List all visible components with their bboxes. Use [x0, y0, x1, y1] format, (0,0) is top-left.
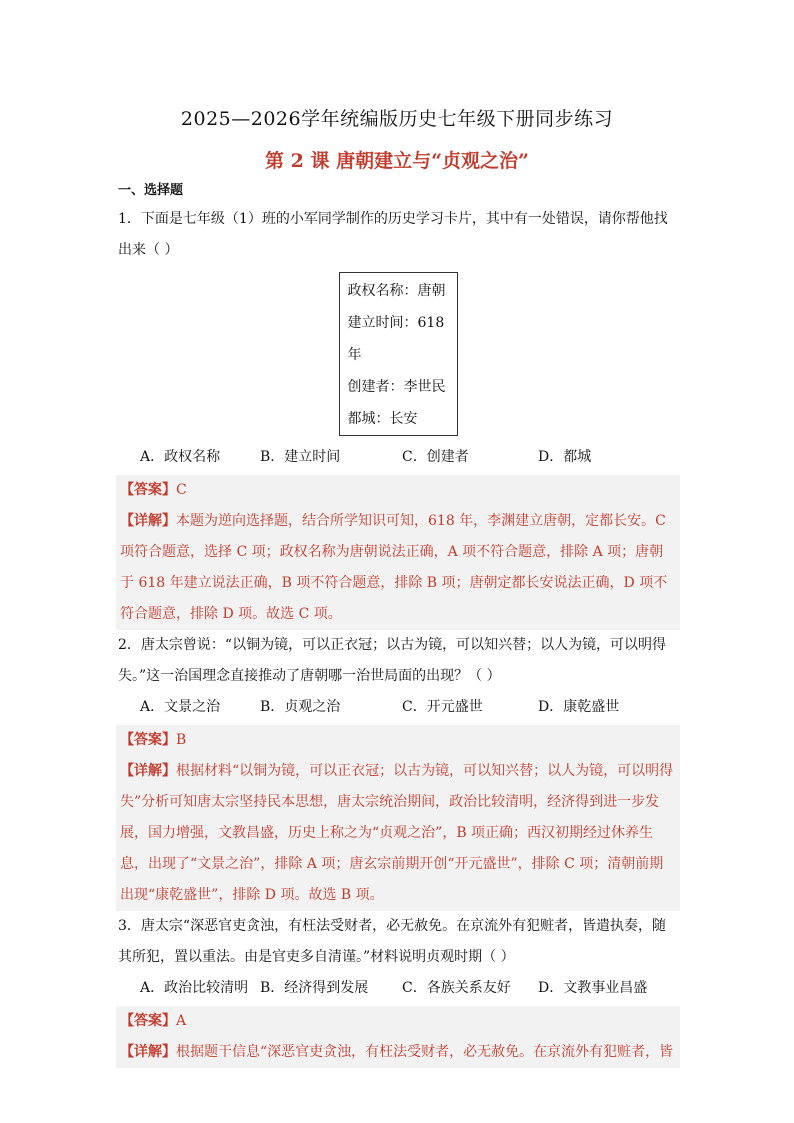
answer-tag: 【答案】 [120, 1013, 176, 1029]
detail-text: 根据题干信息“深恶官吏贪浊，有枉法受财者，必无赦免。在京流外有犯赃者，皆 [176, 1044, 674, 1060]
detail-text: 本题为逆向选择题，结合所学知识可知，618 年，李渊建立唐朝，定都长安。C 项符合题意，选择 C 项；政权名称为唐朝说法正确，A 项不符合题意，排除 A 项；唐朝于 618 年建立说法正确，B 项不符合题意，排除 B 项；唐朝定都长安说法正确，D 项不符合题意，排除 D 项。故选 C 项。 [120, 513, 668, 622]
option-a: A．文景之治 [140, 699, 221, 715]
answer-tag: 【答案】 [120, 732, 176, 748]
question-2-answer-block [116, 725, 680, 911]
content [118, 180, 678, 1068]
answer-value: B [176, 732, 187, 748]
document-title: 2025—2026学年统编版历史七年级下册同步练习 [180, 108, 614, 130]
option-b: B．经济得到发展 [260, 980, 369, 996]
answer-line [120, 475, 676, 506]
detail-text: 根据材料“以铜为镜，可以正衣冠；以古为镜，可以知兴替；以人为镜，可以明得失”分析可知唐太宗坚持民本思想，唐太宗统治期间，政治比较清明，经济得到进一步发展，国力增强，文教昌盛，历史上称之为“贞观之治”，B 项正确；西汉初期经过休养生息，出现了“文景之治”，排除 A 项；唐玄宗前期开创“开元盛世”，排除 C 项；清朝前期出现“康乾盛世”，排除 D 项。故选 B 项。 [120, 763, 674, 903]
detail-paragraph [120, 1037, 676, 1068]
question-3-answer-block [116, 1006, 680, 1068]
option-b: B．贞观之治 [260, 699, 341, 715]
question-2-stem: 2．唐太宗曾说：“以铜为镜，可以正衣冠；以古为镜，可以知兴替；以人为镜，可以明得失。”这一治国理念直接推动了唐朝哪一治世局面的出现？（ ） [118, 637, 667, 684]
option-c: C．创建者 [402, 449, 469, 465]
option-b: B．建立时间 [260, 449, 341, 465]
card-line: 建立时间：618 年 [347, 315, 445, 363]
detail-tag: 【详解】 [120, 763, 176, 779]
option-d: D．文教事业昌盛 [538, 980, 648, 996]
answer-line [120, 725, 676, 756]
card-line: 创建者：李世民 [347, 379, 446, 395]
question-1-stem: 1．下面是七年级（1）班的小军同学制作的历史学习卡片，其中有一处错误，请你帮他找出来（ ） [118, 211, 668, 258]
question-3-options [118, 973, 678, 1004]
question-1-answer-block [116, 475, 680, 630]
section-heading: 一、选择题 [118, 183, 184, 198]
option-d: D．康乾盛世 [538, 699, 620, 715]
option-a: A．政治比较清明 [140, 980, 249, 996]
detail-paragraph [120, 506, 676, 630]
history-card-box [339, 272, 458, 436]
detail-tag: 【详解】 [120, 1044, 176, 1060]
history-card [118, 272, 678, 436]
answer-value: C [176, 482, 187, 498]
option-c: C．开元盛世 [402, 699, 483, 715]
lesson-title: 第 2 课 唐朝建立与“贞观之治” [265, 150, 529, 172]
detail-tag: 【详解】 [120, 513, 176, 529]
card-line: 政权名称：唐朝 [347, 283, 446, 299]
option-a: A．政权名称 [140, 449, 221, 465]
question-1-options [118, 442, 678, 473]
option-d: D．都城 [538, 449, 592, 465]
question-3-stem: 3．唐太宗“深恶官吏贪浊，有枉法受财者，必无赦免。在京流外有犯赃者，皆遣执奏，随其所犯，置以重法。由是官吏多自清谨。”材料说明贞观时期（ ） [118, 918, 667, 965]
question-2-options [118, 692, 678, 723]
answer-value: A [176, 1013, 187, 1029]
option-c: C．各族关系友好 [402, 980, 511, 996]
answer-line [120, 1006, 676, 1037]
detail-paragraph [120, 756, 676, 911]
answer-tag: 【答案】 [120, 482, 176, 498]
card-line: 都城：长安 [347, 411, 418, 427]
